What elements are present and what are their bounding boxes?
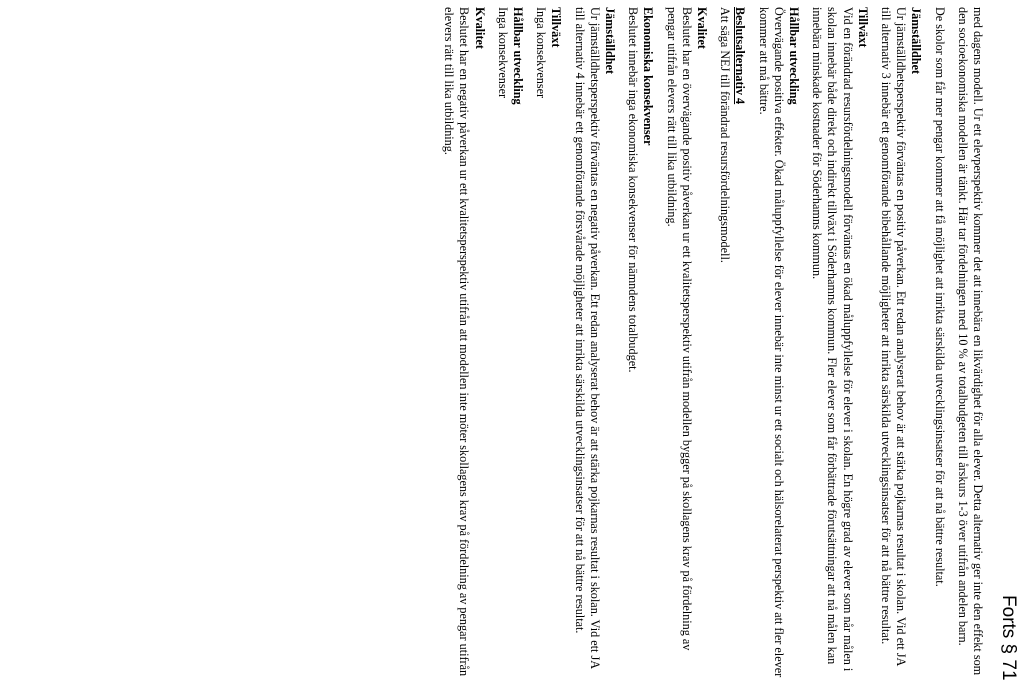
paragraph: Ur jämställdhetsperspektiv förväntas en positiv påverkan. Ett redan analyserat behov är att stärka pojkarnas resultat i skolan. Vid ett JA till alternativ 3 innebär ett genomförande bibehållande möjligheter att inrikta särskilda utvecklingsinsatser för att nå bättre resultat. xyxy=(878,7,909,666)
section-heading: Ekonomiska konsekvenser xyxy=(641,7,656,146)
section-heading: Tillväxt xyxy=(855,7,870,48)
paragraph: Ur jämställdhetsperspektiv förväntas en negativ påverkan. Ett redan analyserat behov är att stärka pojkarnas resultat i skolan. Vid ett JA till alternativ 4 innebär ett genomförande försvårade möjligheter att inrikta särskilda utvecklingsinsatser för att nå bättre resultat. xyxy=(572,7,602,669)
paragraph: De skolor som får mer pengar kommer att få möjlighet att inrikta särskilda utvecklingsinsatser för att nå bättre resultat. xyxy=(932,7,947,587)
section-heading: Hållbar utveckling xyxy=(510,7,525,105)
section-heading: Tillväxt xyxy=(549,7,564,48)
page-header: Forts § 71 xyxy=(998,595,1019,681)
paragraph: Beslutet har en negativ påverkan ur ett kvalitetsperspektiv utifrån att modellen inte möter skollagens krav på fördelning av pengar utifrån elevers rätt till lika utbildning. xyxy=(442,7,472,677)
document-body xyxy=(441,7,985,679)
decision-alternative-heading: Beslutsalternativ 4 xyxy=(733,7,748,105)
paragraph: Beslutet innebär inga ekonomiska konsekvenser för nämndens totalbudget. xyxy=(626,7,641,373)
paragraph: Vid en förändrad resursfördelningsmodell förväntas en ökad måluppfyllelse för elever i skolan. En högre grad av elever som når målen i skolan innebär både direkt och indirekt tillväxt i Söderhamns kommun. Fler elever som får förbättrade förutsättningar att nå målen kan innebära minskade kostnader för Söderhamns kommun. xyxy=(810,7,855,672)
section-heading: Hållbar utveckling xyxy=(786,7,801,105)
section-heading: Kvalitet xyxy=(472,7,487,49)
paragraph: Att säga NEJ till förändrad resursfördelningsmodell. xyxy=(718,7,733,263)
paragraph: Övervägande positiva effekter. Ökad måluppfyllelse för elever innebär inte minst ur ett socialt och hälsorelaterat perspektiv att fler elever kommer att må bättre. xyxy=(756,7,786,678)
paragraph: Inga konsekvenser xyxy=(534,7,549,99)
paragraph: med dagens modell. Ur ett elevperspektiv kommer det att innebära en likvärdighet för alla elever. Detta alternativ ger inte den effekt som den socioekonomiska modellen är tänkt. Här tar fördelningen med 10 % av totalbudgeten till årskurs 1-3 över utifrån andelen barn. xyxy=(955,7,985,676)
paragraph: Beslutet har en övervägande positiv påverkan ur ett kvalitetsperspektiv utifrån modellen bygger på skollagens krav på fördelning av pengar utifrån elevers rätt till lika utbildning. xyxy=(664,7,694,651)
section-heading: Jämställdhet xyxy=(909,7,924,75)
section-heading: Jämställdhet xyxy=(602,7,617,75)
paragraph: Inga konsekvenser xyxy=(495,7,510,99)
section-heading: Kvalitet xyxy=(694,7,709,49)
